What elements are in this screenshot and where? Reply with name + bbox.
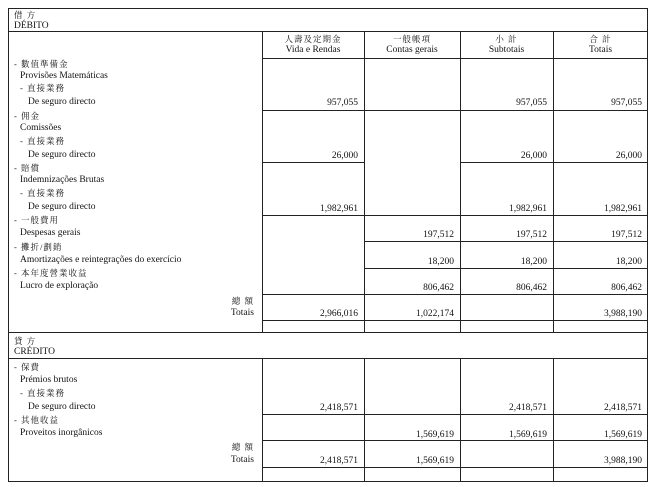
cell-total: 1,569,619 bbox=[604, 430, 642, 440]
row-label: Comissões bbox=[20, 123, 62, 133]
row-sublabel: De seguro directo bbox=[28, 402, 96, 412]
column-header-zh: 人壽及定期金 bbox=[284, 34, 342, 44]
credit-title: CRÉDITO bbox=[14, 347, 55, 357]
row-label-zh: - 賠償 bbox=[14, 163, 40, 173]
debit-header-rule bbox=[8, 31, 648, 32]
credit-title-zh: 貸 方 bbox=[14, 336, 37, 346]
cell-vida: 957,055 bbox=[327, 98, 358, 108]
cell-total: 18,200 bbox=[615, 257, 642, 267]
debit-title: DÉBITO bbox=[14, 21, 49, 31]
cell-total: 1,982,961 bbox=[604, 204, 642, 214]
row-label-zh: - 數值準備金 bbox=[14, 59, 69, 69]
cell-subtotal: 197,512 bbox=[516, 230, 547, 240]
row-sublabel: De seguro directo bbox=[28, 150, 96, 160]
totals-rule bbox=[262, 320, 648, 321]
totals-label: Totais bbox=[230, 308, 254, 318]
row-rule bbox=[262, 414, 648, 415]
cell-subtotal: 957,055 bbox=[516, 98, 547, 108]
cell-gerais: 197,512 bbox=[423, 230, 454, 240]
row-rule bbox=[364, 241, 648, 242]
cell-total: 2,418,571 bbox=[604, 403, 642, 413]
cell-subtotal: 806,462 bbox=[516, 283, 547, 293]
row-label: Provisões Matemáticas bbox=[20, 71, 108, 81]
cell-gerais: 1,569,619 bbox=[416, 430, 454, 440]
row-label-zh: - 本年度營業收益 bbox=[14, 268, 88, 278]
row-label-zh: - 其他收益 bbox=[14, 415, 59, 425]
row-label: Proveitos inorgânicos bbox=[20, 428, 103, 438]
column-header-rule bbox=[262, 58, 648, 59]
cell-subtotal: 2,418,571 bbox=[509, 403, 547, 413]
cell-subtotal: 1,569,619 bbox=[509, 430, 547, 440]
row-label-zh: - 一般費用 bbox=[14, 215, 59, 225]
row-rule bbox=[262, 294, 648, 295]
row-rule bbox=[262, 110, 648, 111]
row-rule bbox=[262, 162, 364, 163]
totals-label-zh: 總 額 bbox=[231, 442, 254, 452]
cell-subtotal: 26,000 bbox=[520, 151, 547, 161]
column-rule bbox=[262, 31, 263, 332]
row-rule bbox=[460, 162, 648, 163]
row-label-zh: - 佣金 bbox=[14, 111, 40, 121]
cell-total: 957,055 bbox=[611, 98, 642, 108]
column-header: Vida e Rendas bbox=[285, 45, 341, 55]
total-vida: 2,418,571 bbox=[320, 456, 358, 466]
cell-subtotal: 18,200 bbox=[520, 257, 547, 267]
grand-total: 3,988,190 bbox=[604, 309, 642, 319]
row-sublabel-zh: - 直接業務 bbox=[20, 388, 65, 398]
row-sublabel-zh: - 直接業務 bbox=[20, 136, 65, 146]
grand-total: 3,988,190 bbox=[604, 456, 642, 466]
total-vida: 2,966,016 bbox=[320, 309, 358, 319]
cell-total: 26,000 bbox=[615, 151, 642, 161]
row-label-zh: - 保費 bbox=[14, 362, 40, 372]
total-gerais: 1,022,174 bbox=[416, 309, 454, 319]
totals-rule bbox=[262, 467, 648, 468]
row-label: Indemnizações Brutas bbox=[20, 175, 105, 185]
cell-vida: 2,418,571 bbox=[320, 403, 358, 413]
total-gerais: 1,569,619 bbox=[416, 456, 454, 466]
row-sublabel-zh: - 直接業務 bbox=[20, 188, 65, 198]
cell-gerais: 18,200 bbox=[427, 257, 454, 267]
row-label: Amortizações e reintegrações do exercício bbox=[20, 255, 182, 265]
section-divider-rule bbox=[8, 332, 648, 333]
row-sublabel: De seguro directo bbox=[28, 97, 96, 107]
row-sublabel: De seguro directo bbox=[28, 202, 96, 212]
row-label: Despesas gerais bbox=[20, 228, 81, 238]
column-rule bbox=[460, 358, 461, 482]
cell-total: 806,462 bbox=[611, 283, 642, 293]
cell-gerais: 806,462 bbox=[423, 283, 454, 293]
row-label: Lucro de exploração bbox=[20, 281, 99, 291]
column-header-zh: 合 計 bbox=[589, 34, 612, 44]
cell-total: 197,512 bbox=[611, 230, 642, 240]
column-header-zh: 小 計 bbox=[495, 34, 518, 44]
row-label: Prémios brutos bbox=[20, 375, 78, 385]
cell-subtotal: 1,982,961 bbox=[509, 204, 547, 214]
row-label-zh: - 攤折/劃銷 bbox=[14, 242, 63, 252]
totals-label: Totais bbox=[230, 455, 254, 465]
cell-vida: 1,982,961 bbox=[320, 204, 358, 214]
row-sublabel-zh: - 直接業務 bbox=[20, 83, 65, 93]
totals-label-zh: 總 額 bbox=[231, 296, 254, 306]
column-header: Subtotais bbox=[488, 45, 525, 55]
row-rule bbox=[262, 215, 648, 216]
column-header: Contas gerais bbox=[386, 45, 438, 55]
column-header: Totais bbox=[588, 45, 613, 55]
credit-header-rule bbox=[8, 358, 648, 359]
column-header-zh: 一般帳項 bbox=[392, 34, 431, 44]
cell-vida: 26,000 bbox=[331, 151, 358, 161]
debit-title-zh: 借 方 bbox=[14, 10, 37, 20]
row-rule bbox=[364, 268, 648, 269]
